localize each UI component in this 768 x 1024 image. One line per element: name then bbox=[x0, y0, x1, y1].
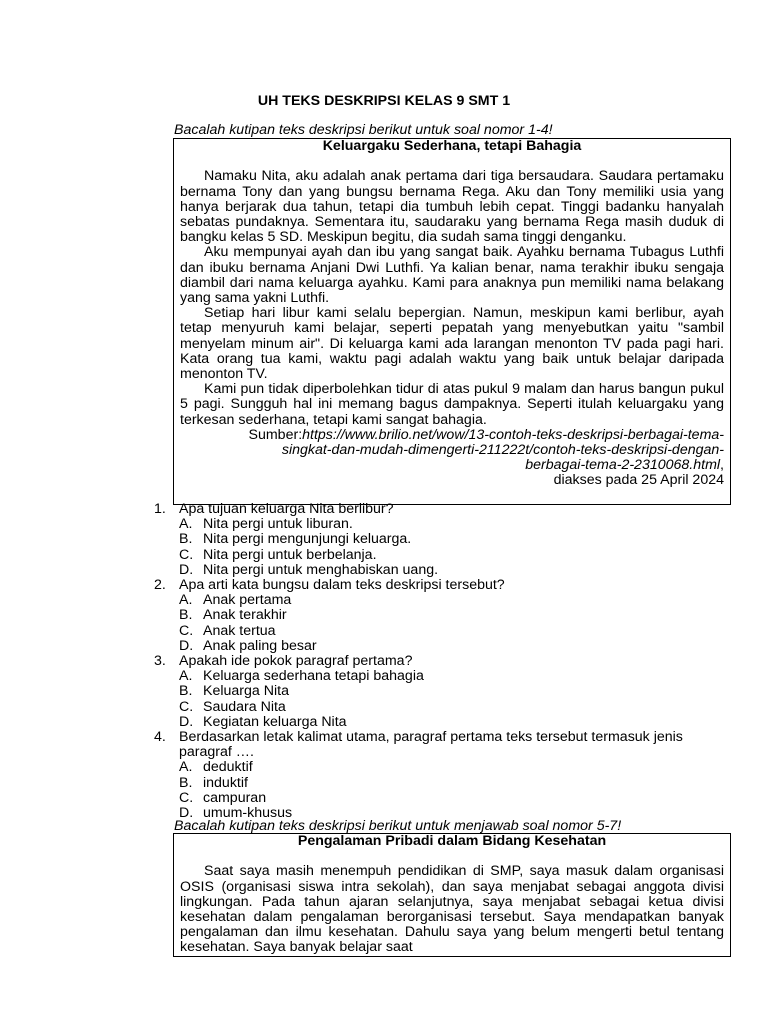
option-1a bbox=[179, 517, 734, 532]
question-text: Apa tujuan keluarga Nita berlibur? bbox=[179, 501, 394, 517]
option-text: Anak paling besar bbox=[203, 637, 317, 654]
option-2a bbox=[179, 593, 734, 608]
option-letter: C. bbox=[179, 789, 194, 806]
question-4 bbox=[154, 730, 734, 821]
passage-1-paragraph-3: Setiap hari libur kami selalu bepergian. Namun, meskipun kami berlibur, ayah tetap menyuruh kami belajar, seperti pepatah yang menyebutkan yaitu "sambil menyelam minum air". Di keluarga kami ada larangan menonton TV pada pagi hari. Kata orang tua kami, waktu pagi adalah waktu yang baik untuk belajar daripada menonton TV. bbox=[180, 305, 724, 383]
question-1 bbox=[154, 502, 734, 578]
option-2b bbox=[179, 608, 734, 623]
option-text: Nita pergi untuk berbelanja. bbox=[203, 546, 377, 563]
option-letter: B. bbox=[179, 607, 193, 624]
option-4b bbox=[179, 776, 734, 791]
question-list bbox=[154, 502, 734, 821]
source-url-line-1[interactable]: https://www.brilio.net/wow/13-contoh-teks-deskripsi-berbagai-tema- bbox=[302, 426, 724, 443]
passage-box-1 bbox=[173, 138, 731, 505]
option-letter: C. bbox=[179, 546, 194, 563]
option-2d bbox=[179, 639, 734, 654]
passage-1-paragraph-1: Namaku Nita, aku adalah anak pertama dari tiga bersaudara. Saudara pertamaku bernama Tony dan yang bungsu bernama Rega. Aku dan Tony memiliki usia yang hanya berjarak dua tahun, tetapi dia tumbuh lebih cepat. Tinggi badanku hanyalah sebatas pundaknya. Sementara itu, saudaraku yang bernama Rega masih duduk di bangku kelas 5 SD. Meskipun begitu, dia sudah sama tinggi denganku. bbox=[180, 168, 724, 246]
option-letter: B. bbox=[179, 531, 193, 548]
source-url-line-3[interactable]: berbagai-tema-2-2310068.html bbox=[525, 457, 721, 474]
option-text: Kegiatan keluarga Nita bbox=[203, 713, 347, 730]
option-text: campuran bbox=[203, 789, 267, 806]
passage-2-paragraph: Saat saya masih menempuh pendidikan di SMP, saya masuk dalam organisasi OSIS (organisasi siswa intra sekolah), dan saya menjabat sebagai anggota divisi lingkungan. Pada tahun ajaran selanjutnya, saya menjabat sebagai ketua divisi kesehatan dalam pengalaman berorganisasi tersebut. Saya mendapatkan banyak pengalaman dan ilmu kesehatan. Dahulu saya yang belum mengerti betul tentang kesehatan. Saya banyak belajar saat bbox=[180, 863, 724, 956]
passage-2-heading: Pengalaman Pribadi dalam Bidang Kesehatan bbox=[297, 833, 607, 849]
source-accessed-date: diakses pada 25 April 2024 bbox=[553, 472, 724, 489]
option-text: Keluarga sederhana tetapi bahagia bbox=[203, 668, 424, 685]
option-3b bbox=[179, 684, 734, 699]
option-letter: D. bbox=[179, 713, 194, 730]
question-2 bbox=[154, 578, 734, 654]
option-letter: D. bbox=[179, 561, 194, 578]
option-4c bbox=[179, 791, 734, 806]
option-3a bbox=[179, 669, 734, 684]
option-text: induktif bbox=[203, 774, 248, 791]
option-letter: A. bbox=[179, 516, 193, 533]
passage-1-paragraph-2: Aku mempunyai ayah dan ibu yang sangat baik. Ayahku bernama Tubagus Luthfi dan ibuku bernama Anjani Dwi Luthfi. Ya kalian benar, nama terakhir ibuku sengaja diambil dari nama keluarga ayahku. Kami para anaknya pun memiliki nama belakang yang sama yakni Luthfi. bbox=[180, 244, 724, 307]
option-4a bbox=[179, 760, 734, 775]
option-1c bbox=[179, 548, 734, 563]
option-text: Anak pertama bbox=[203, 592, 292, 609]
option-letter: A. bbox=[179, 759, 193, 776]
source-label: Sumber: bbox=[248, 426, 303, 443]
option-letter: D. bbox=[179, 637, 194, 654]
option-letter: B. bbox=[179, 774, 193, 791]
option-text: Anak tertua bbox=[203, 622, 276, 639]
option-text: deduktif bbox=[203, 759, 253, 776]
question-number: 4. bbox=[154, 729, 166, 746]
passage-1-paragraph-4: Kami pun tidak diperbolehkan tidur di atas pukul 9 malam dan harus bangun pukul 5 pagi. Sungguh hal ini memang bagus dampaknya. Seperti itulah keluargaku yang terkesan sederhana, tetapi kami sangat bahagia. bbox=[180, 381, 724, 428]
question-3 bbox=[154, 654, 734, 730]
option-text: Nita pergi mengunjungi keluarga. bbox=[203, 531, 412, 548]
option-1d bbox=[179, 563, 734, 578]
instruction-2: Bacalah kutipan teks deskripsi berikut untuk menjawab soal nomor 5-7! bbox=[174, 818, 622, 834]
option-3c bbox=[179, 700, 734, 715]
passage-box-2 bbox=[173, 833, 731, 957]
question-text: Apa arti kata bungsu dalam teks deskripsi tersebut? bbox=[179, 577, 505, 594]
question-number: 3. bbox=[154, 653, 166, 670]
passage-1-source bbox=[180, 428, 724, 489]
option-1b bbox=[179, 532, 734, 547]
instruction-1: Bacalah kutipan teks deskripsi berikut untuk soal nomor 1-4! bbox=[174, 122, 553, 138]
option-letter: A. bbox=[179, 668, 193, 685]
option-text: Nita pergi untuk menghabiskan uang. bbox=[203, 561, 439, 578]
option-letter: D. bbox=[179, 805, 194, 822]
option-3d bbox=[179, 715, 734, 730]
passage-1-heading: Keluargaku Sederhana, tetapi Bahagia bbox=[322, 138, 582, 154]
option-text: Saudara Nita bbox=[203, 698, 286, 715]
question-text: Apakah ide pokok paragraf pertama? bbox=[179, 653, 413, 670]
option-letter: B. bbox=[179, 683, 193, 700]
page-title: UH TEKS DESKRIPSI KELAS 9 SMT 1 bbox=[257, 93, 511, 109]
option-text: Anak terakhir bbox=[203, 607, 287, 624]
option-text: Nita pergi untuk liburan. bbox=[203, 516, 353, 533]
option-2c bbox=[179, 624, 734, 639]
option-letter: A. bbox=[179, 592, 193, 609]
option-text: umum-khusus bbox=[203, 805, 293, 822]
option-letter: C. bbox=[179, 698, 194, 715]
option-text: Keluarga Nita bbox=[203, 683, 289, 700]
question-number: 2. bbox=[154, 577, 166, 594]
question-number: 1. bbox=[154, 501, 166, 517]
option-letter: C. bbox=[179, 622, 194, 639]
question-text: Berdasarkan letak kalimat utama, paragraf pertama teks tersebut termasuk jenis paragraf …. bbox=[179, 729, 683, 761]
source-comma: , bbox=[720, 457, 724, 474]
source-url-line-2[interactable]: singkat-dan-mudah-dimengerti-211222t/contoh-teks-deskripsi-dengan- bbox=[281, 442, 724, 459]
